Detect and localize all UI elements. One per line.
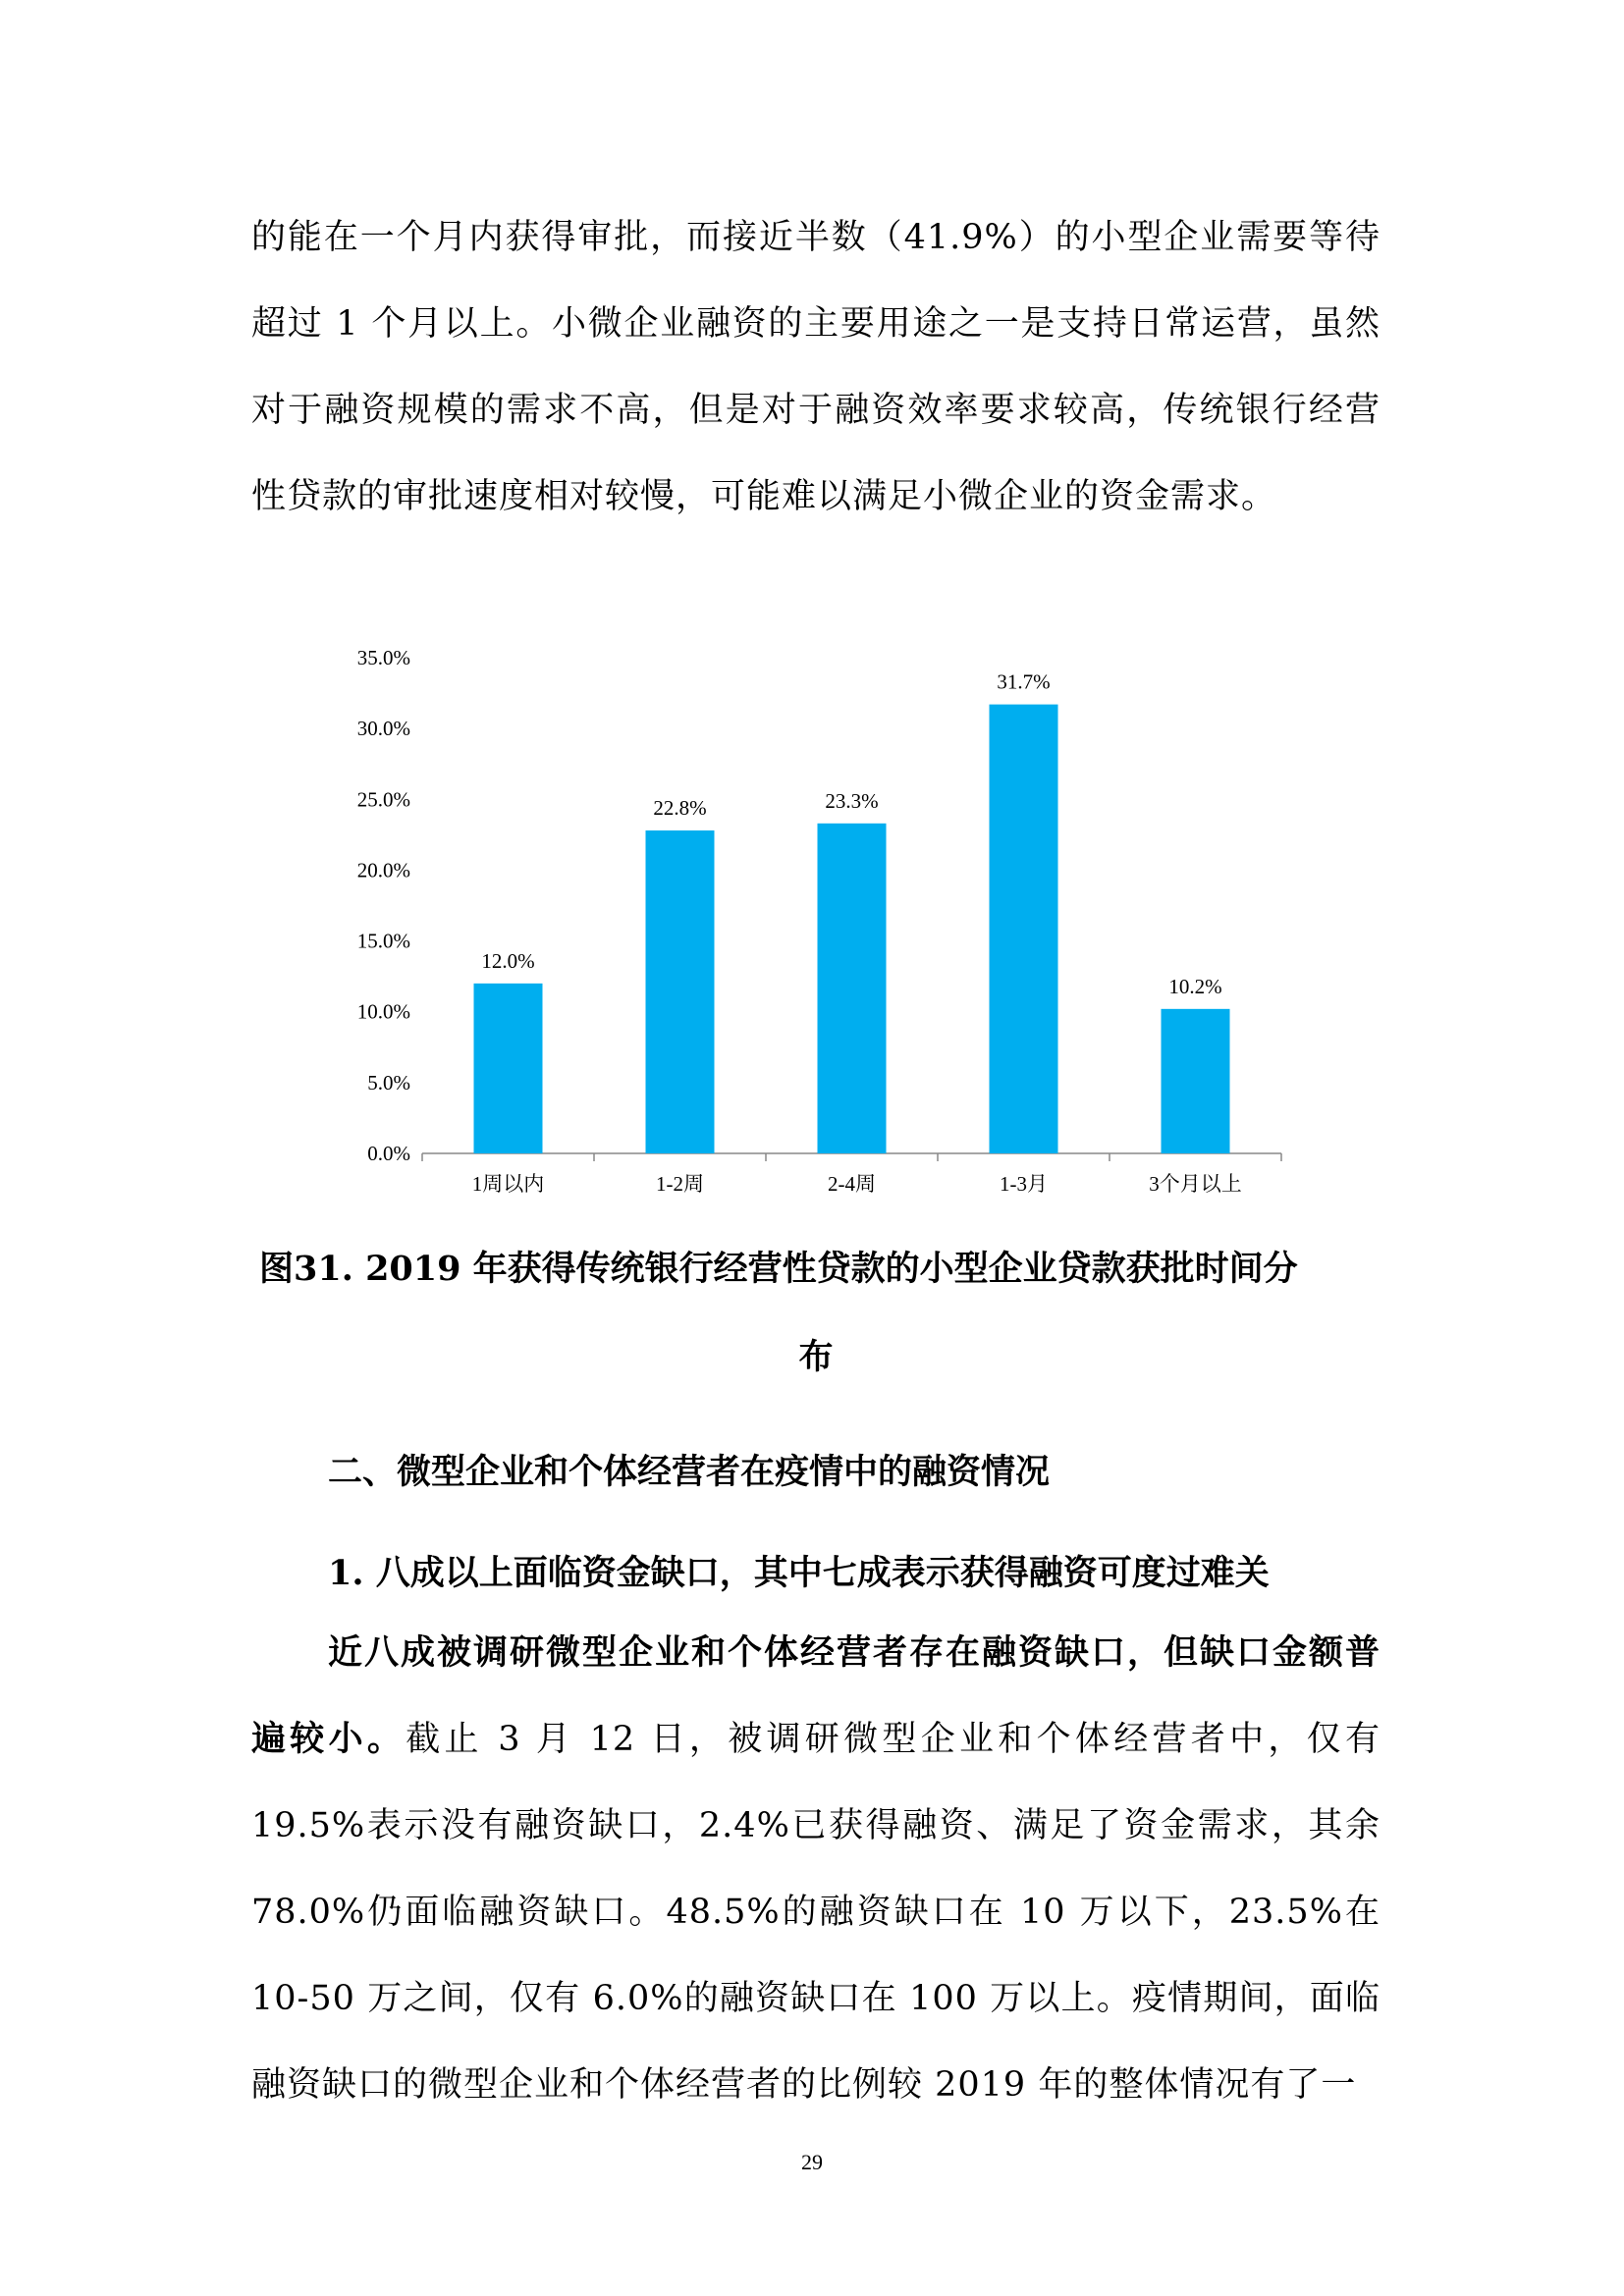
x-tick-label: 1-3月 — [1000, 1172, 1048, 1196]
y-tick-label: 25.0% — [356, 787, 410, 812]
body-paragraph-bold: 近八成被调研微型企业和个体经营者存在融资缺口，但缺口金额普遍较小。 — [251, 1632, 1380, 1759]
chart-svg — [314, 628, 1296, 1198]
intro-paragraph-text: 的能在一个月内获得审批，而接近半数（41.9%）的小型企业需要等待超过 1 个月以上。小微企业融资的主要用途之一是支持日常运营，虽然对于融资规模的需求不高，但是对于融资效率要求较高，传统银行经营性贷款的审批速度相对较慢，可能难以满足小微企业的资金需求。 — [251, 218, 1380, 516]
bar — [818, 824, 887, 1153]
data-label: 10.2% — [1168, 974, 1222, 998]
x-tick-label: 2-4周 — [828, 1172, 876, 1196]
section-heading: 二、微型企业和个体经营者在疫情中的融资情况 — [328, 1452, 1051, 1492]
bar — [1162, 1009, 1230, 1153]
data-label: 23.3% — [825, 788, 879, 813]
x-tick-label: 3个月以上 — [1149, 1172, 1242, 1196]
body-paragraph-text: 截止 3 月 12 日，被调研微型企业和个体经营者中，仅有 19.5%表示没有融资缺口，2.4%已获得融资、满足了资金需求，其余 78.0%仍面临融资缺口。48.5%的融资缺口在 10 万以下，23.5%在 10-50 万之间，仅有 6.0%的融资缺口在 100 万以上。疫情期间，面临融资缺口的微型企业和个体经营者的比例较 2019 年的整体情况有了一 — [251, 1720, 1380, 2105]
figure-caption-line1: 图31. 2019 年获得传统银行经营性贷款的小型企业贷款获批时间分 — [259, 1249, 1298, 1289]
bar — [990, 705, 1058, 1153]
figure-caption-cont — [251, 1330, 1380, 1379]
intro-paragraph — [251, 194, 1380, 540]
x-tick-label: 1-2周 — [656, 1172, 704, 1196]
data-label: 12.0% — [481, 948, 535, 973]
data-label: 31.7% — [997, 669, 1051, 694]
x-tick-label: 1周以内 — [471, 1172, 545, 1196]
body-paragraph — [251, 1610, 1380, 2128]
bar-chart — [314, 628, 1296, 1198]
bar — [474, 984, 543, 1153]
bar — [646, 830, 715, 1153]
figure-caption-line2: 布 — [798, 1337, 834, 1377]
y-tick-label: 15.0% — [356, 929, 410, 953]
y-tick-label: 5.0% — [367, 1070, 410, 1095]
y-tick-label: 20.0% — [356, 858, 410, 882]
data-label: 22.8% — [653, 796, 707, 821]
y-tick-label: 10.0% — [356, 999, 410, 1024]
page-number: 29 — [801, 2150, 823, 2174]
y-tick-label: 30.0% — [356, 717, 410, 741]
subheading: 1. 八成以上面临资金缺口，其中七成表示获得融资可度过难关 — [328, 1553, 1270, 1593]
y-tick-label: 0.0% — [367, 1142, 410, 1165]
figure-caption — [251, 1242, 1388, 1291]
y-tick-label: 35.0% — [356, 646, 410, 669]
